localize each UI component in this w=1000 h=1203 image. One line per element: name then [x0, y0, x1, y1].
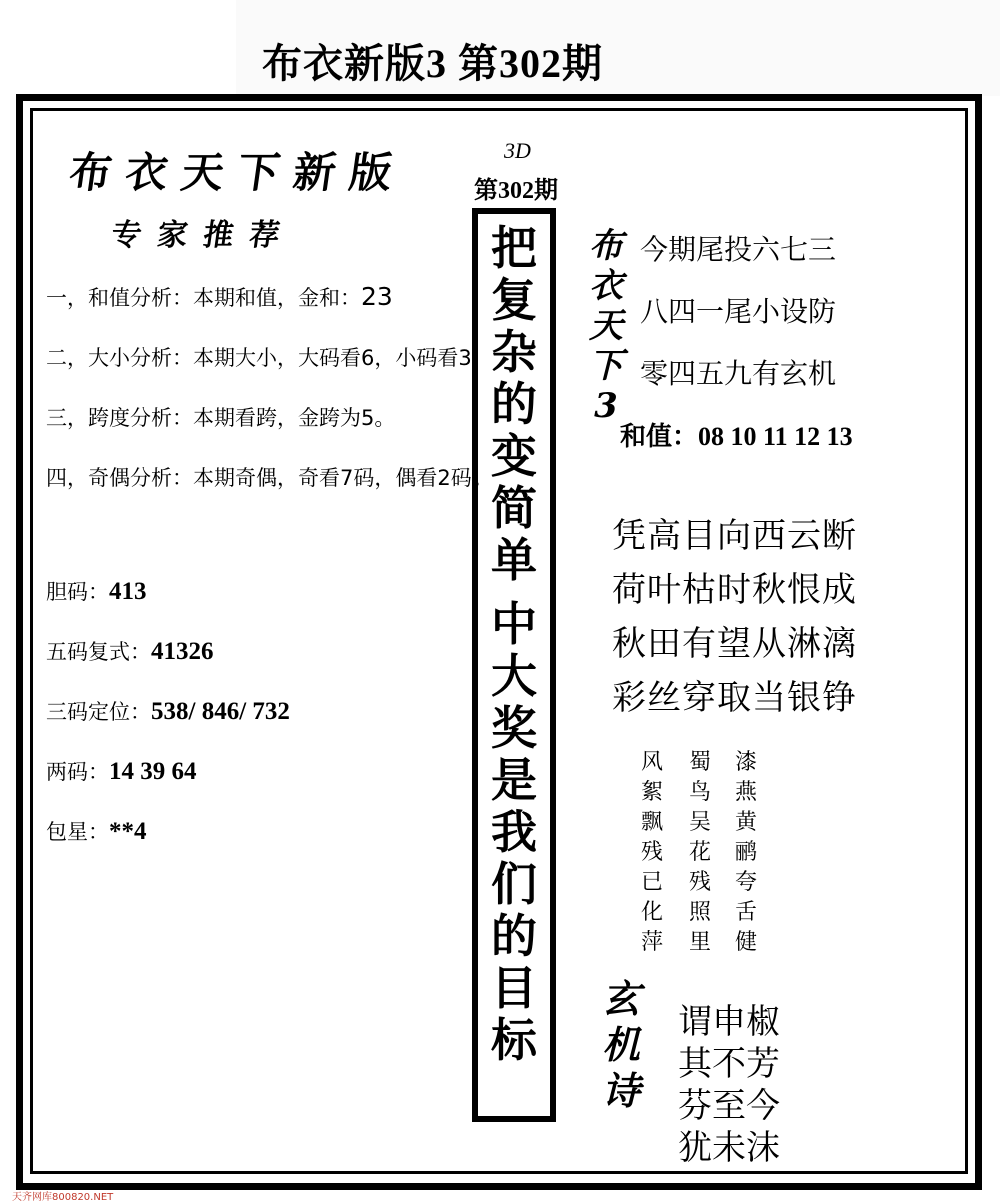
- issue-tag: 3D: [504, 138, 531, 163]
- brand-vertical-char: 下: [589, 346, 623, 386]
- vertical-poem-column: 风絮飘残已化萍: [640, 750, 663, 955]
- poem-line: 今期尾投六七三: [640, 233, 837, 266]
- pick-value: **4: [109, 818, 147, 845]
- mystic-label-char: 机: [601, 1022, 640, 1067]
- pick-label: 两码：: [46, 760, 109, 784]
- poem-line: 荷叶枯时秋恨成: [612, 570, 857, 610]
- slogan-char: 是: [491, 753, 537, 807]
- slogan-char: 变: [491, 429, 537, 483]
- bottom-watermark: 天齐网库800820.NET: [12, 1192, 114, 1203]
- analysis-value: 23: [361, 282, 393, 311]
- slogan-char: 们: [491, 857, 537, 911]
- slogan-char: 简: [491, 481, 537, 535]
- mystic-label-char: 玄: [601, 976, 640, 1021]
- vertical-poem-column: 蜀鸟吴花残照里: [688, 750, 711, 955]
- brand-subtitle: 专家推荐: [109, 218, 298, 253]
- slogan-char: 的: [491, 377, 537, 431]
- poem-line: 凭高目向西云断: [612, 516, 857, 556]
- slogan-char: 中: [491, 597, 537, 651]
- poem-line: 八四一尾小设防: [640, 295, 837, 328]
- mystic-poem-line: 其不芳: [678, 1044, 780, 1084]
- pick-line-star: [46, 816, 147, 846]
- slogan-char: 单: [491, 533, 537, 587]
- analysis-label: 四，奇偶分析：本期奇偶，奇看7码，偶看2码。: [46, 466, 493, 490]
- pick-value: 538/ 846/ 732: [151, 698, 290, 725]
- brand-vertical-char: 衣: [589, 266, 623, 306]
- slogan-char: 杂: [491, 325, 537, 379]
- slogan-char: 奖: [491, 701, 537, 755]
- mystic-poem-line: 芬至今: [678, 1086, 780, 1126]
- analysis-label: 二，大小分析：本期大小，大码看6，小码看3: [46, 346, 472, 370]
- slogan-char: 标: [491, 1013, 537, 1067]
- slogan-char: 复: [491, 273, 537, 327]
- poem-line: 彩丝穿取当银铮: [612, 678, 857, 718]
- brand-vertical-char: 天: [589, 306, 623, 346]
- slogan-char: 大: [491, 649, 537, 703]
- slogan-char: 目: [491, 961, 537, 1015]
- pick-label: 包星：: [46, 820, 109, 844]
- brand-vertical-char: 3: [594, 386, 618, 426]
- pick-value: 413: [109, 578, 147, 605]
- slogan-char: 把: [491, 221, 537, 275]
- poem-line: 零四五九有玄机: [640, 357, 837, 390]
- brand-title: 布衣天下新版: [66, 148, 410, 197]
- mystic-poem-line: 谓申椒: [678, 1002, 780, 1042]
- sum-values: 和值：08 10 11 12 13: [620, 422, 853, 451]
- pick-label: 五码复式：: [46, 640, 151, 664]
- pick-line-three: [46, 696, 290, 726]
- analysis-line-parity: [46, 462, 493, 492]
- analysis-line-span: [46, 402, 395, 432]
- page-title: 布衣新版3 第302期: [262, 41, 603, 86]
- analysis-label: 一，和值分析：本期和值，金和：: [46, 286, 361, 310]
- mystic-label-char: 诗: [601, 1068, 640, 1113]
- analysis-line-size: [46, 342, 472, 372]
- analysis-line-sum: [46, 282, 393, 312]
- pick-label: 胆码：: [46, 580, 109, 604]
- slogan-char: 的: [491, 909, 537, 963]
- pick-line-five: [46, 636, 214, 666]
- brand-vertical-char: 布: [589, 226, 623, 266]
- slogan-box: [472, 208, 556, 1122]
- analysis-label: 三，跨度分析：本期看跨，金跨为5。: [46, 406, 396, 430]
- pick-line-gall: [46, 576, 147, 606]
- slogan-char: 我: [491, 805, 537, 859]
- issue-number: 第302期: [474, 178, 558, 204]
- pick-label: 三码定位：: [46, 700, 151, 724]
- vertical-poem-column: 漆燕黄鹂夸舌健: [734, 750, 757, 955]
- mystic-label: [596, 976, 646, 1114]
- poem-line: 秋田有望从淋漓: [612, 624, 857, 664]
- pick-value: 14 39 64: [109, 758, 197, 785]
- brand-vertical: [576, 226, 636, 426]
- pick-value: 41326: [151, 638, 214, 665]
- mystic-poem-line: 犹未沫: [678, 1128, 780, 1168]
- pick-line-two: [46, 756, 197, 786]
